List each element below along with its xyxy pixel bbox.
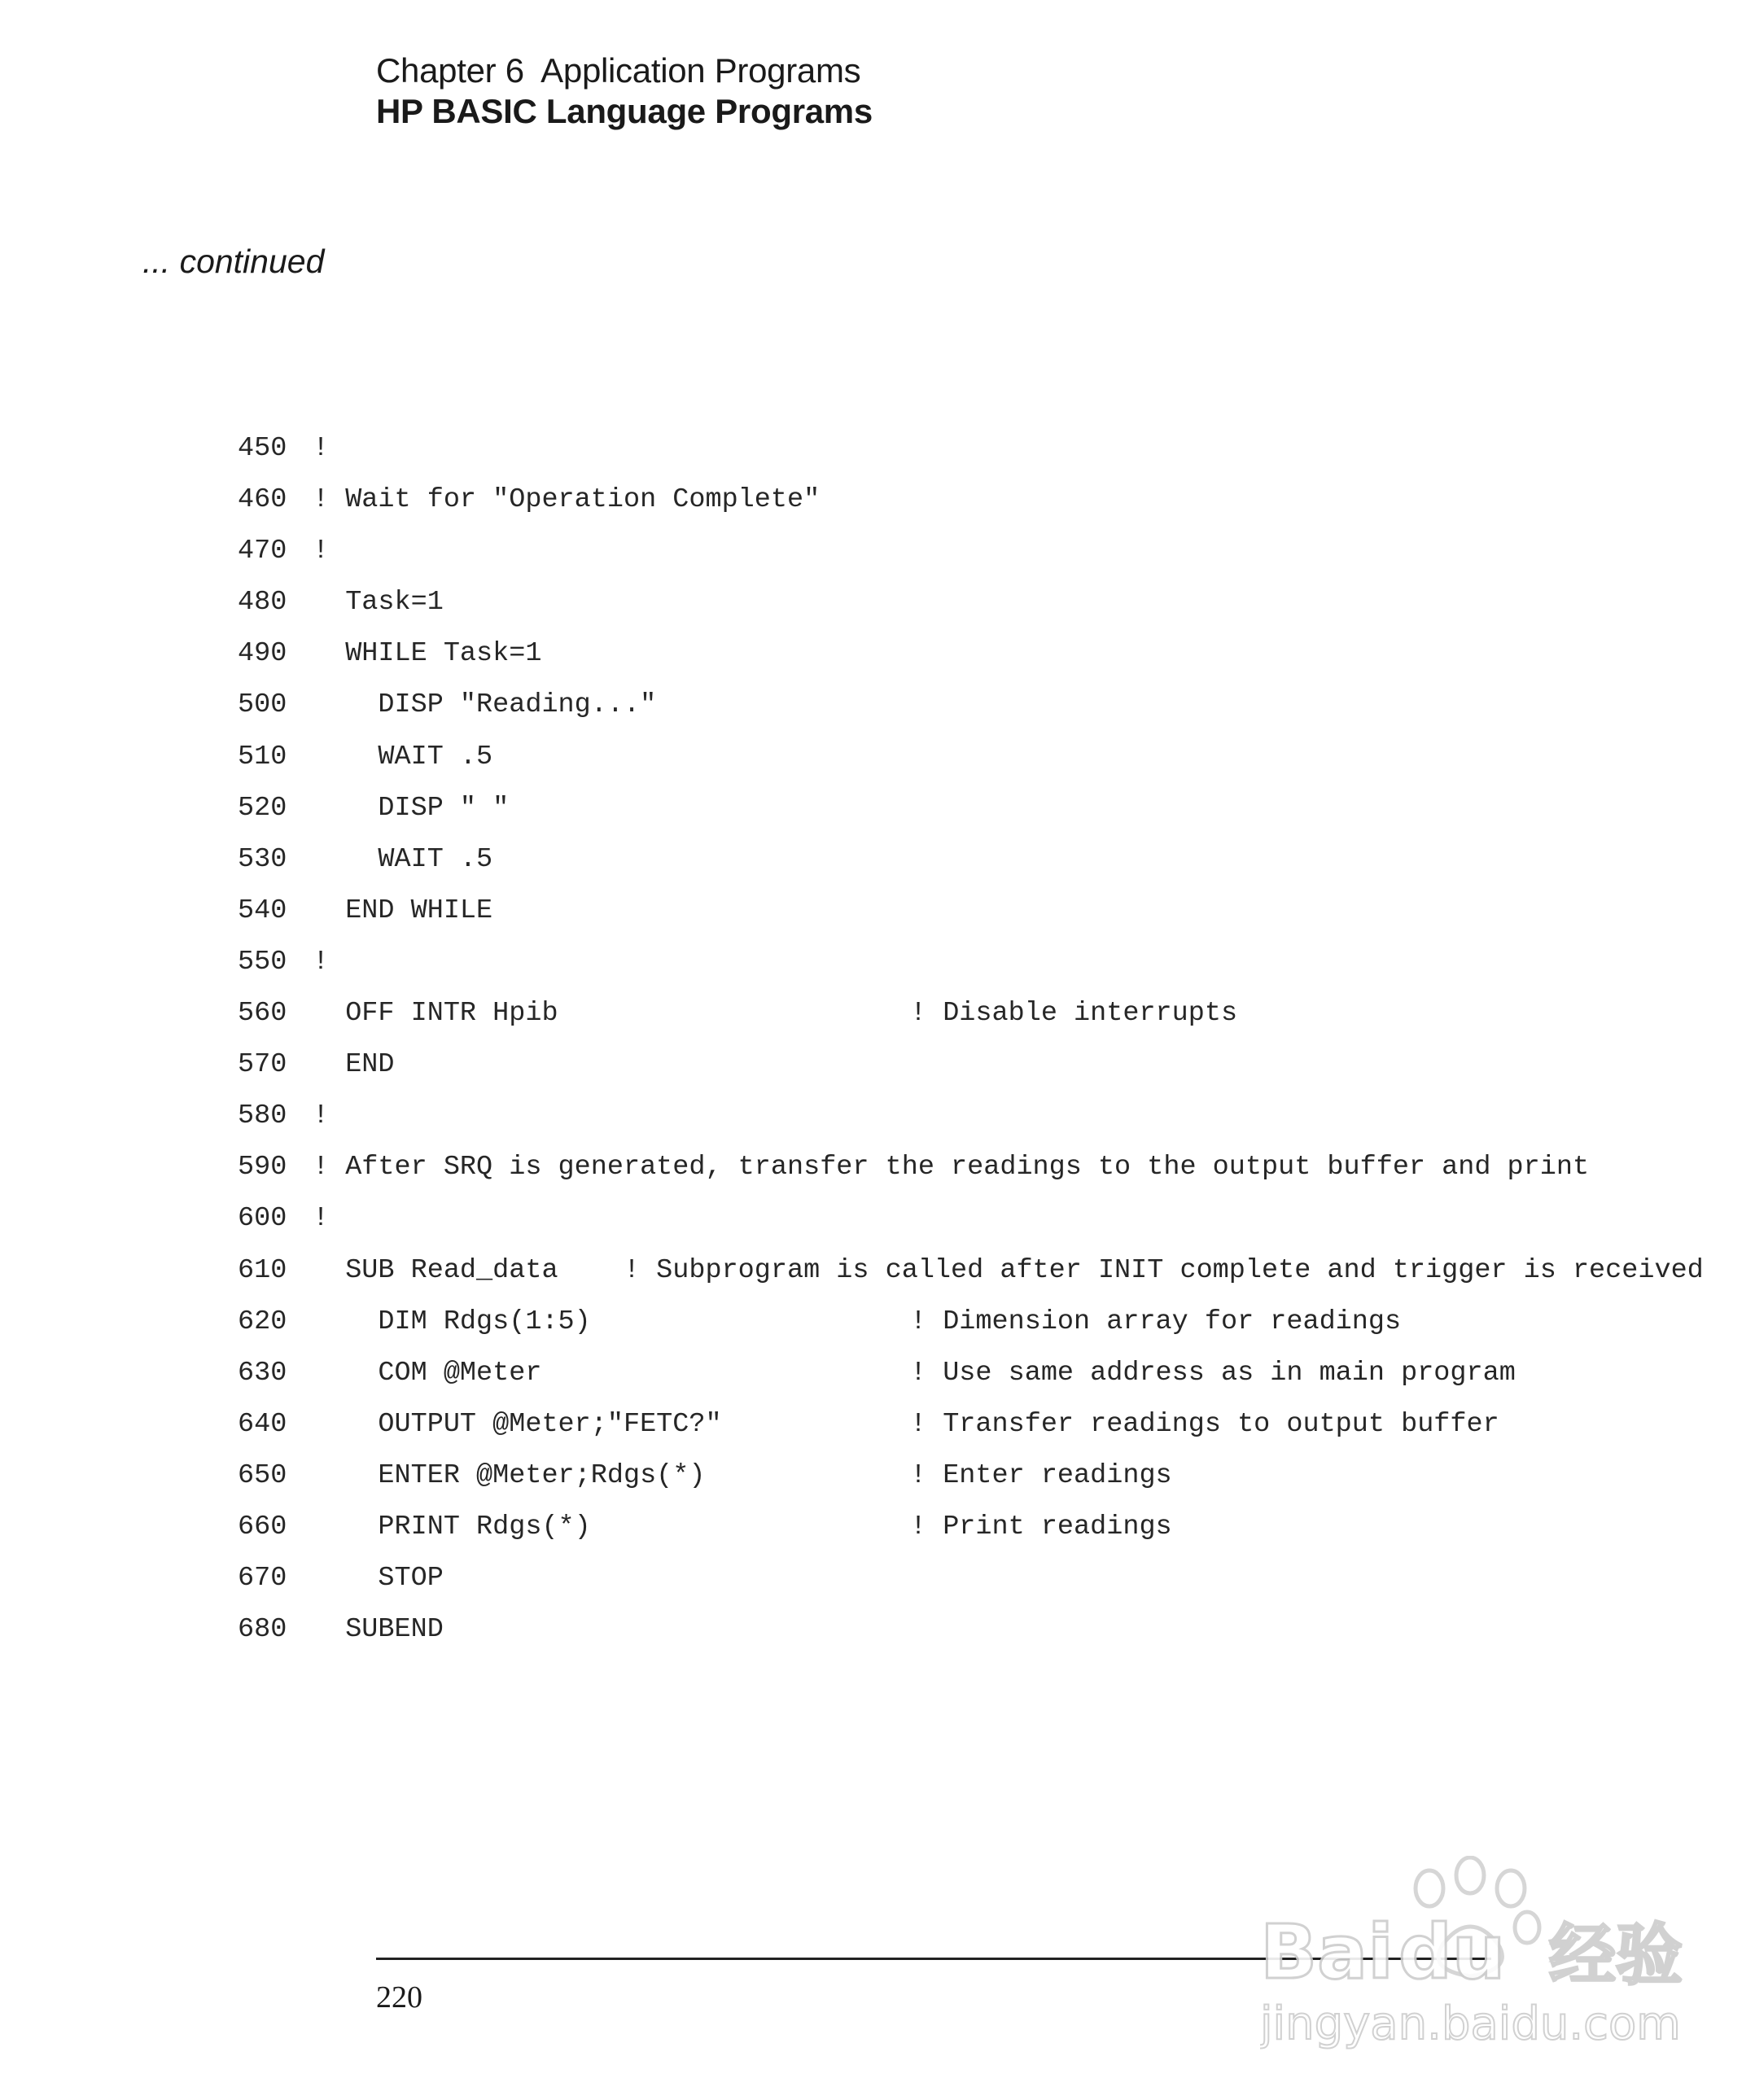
code-statement: PRINT Rdgs(*) [313,1511,591,1542]
code-comment: ! Use same address as in main program [910,1357,1516,1389]
svg-text:du: du [1398,1909,1506,1996]
code-statement: STOP [313,1563,444,1595]
line-number: 590 [238,1152,287,1183]
code-statement: ! [313,1100,330,1132]
line-number: 570 [238,1049,287,1081]
code-statement: SUBEND [313,1614,444,1646]
code-statement: ! [313,1203,330,1235]
line-number: 450 [238,433,287,464]
line-number: 540 [238,895,287,926]
line-number: 510 [238,741,287,772]
code-statement: WHILE Task=1 [313,638,542,670]
code-statement: WAIT .5 [313,741,493,772]
code-statement: DIM Rdgs(1:5) [313,1306,591,1337]
line-number: 600 [238,1203,287,1235]
line-number: 630 [238,1357,287,1389]
code-statement: Task=1 [313,587,444,619]
code-statement: ! [313,946,330,978]
baidu-paw-logo-icon [1260,1856,1683,2051]
code-statement: END [313,1049,395,1081]
line-number: 620 [238,1306,287,1337]
line-number: 490 [238,638,287,670]
line-number: 480 [238,587,287,619]
svg-text:经验: 经验 [1549,1917,1683,1994]
line-number: 530 [238,843,287,875]
code-comment: ! Transfer readings to output buffer [910,1408,1499,1440]
line-number: 560 [238,998,287,1030]
line-number: 500 [238,689,287,721]
code-statement: COM @Meter [313,1357,542,1389]
svg-text:Bai: Bai [1260,1909,1394,1996]
code-statement: ENTER @Meter;Rdgs(*) [313,1459,706,1491]
line-number: 670 [238,1563,287,1595]
code-comment: ! Enter readings [910,1459,1172,1491]
line-number: 680 [238,1614,287,1646]
code-statement: ! After SRQ is generated, transfer the readings to the output buffer and print [313,1152,1590,1183]
baidu-jingyan-watermark [1260,1856,1683,2051]
line-number: 550 [238,946,287,978]
code-statement: ! [313,536,330,567]
line-number: 460 [238,484,287,516]
code-comment: ! Print readings [910,1511,1172,1542]
code-comment: ! Disable interrupts [910,998,1238,1030]
code-statement: DISP "Reading..." [313,689,657,721]
line-number: 660 [238,1511,287,1542]
page-number: 220 [376,1980,422,2015]
code-statement: ! [313,433,330,464]
code-statement: DISP " " [313,792,510,824]
code-comment: ! Dimension array for readings [910,1306,1402,1337]
code-statement: END WHILE [313,895,493,926]
page-header [376,50,873,132]
code-statement: OUTPUT @Meter;"FETC?" [313,1408,722,1440]
line-number: 520 [238,792,287,824]
section-title: HP BASIC Language Programs [376,92,873,130]
continued-label: ... continued [142,243,325,280]
code-statement: OFF INTR Hpib [313,998,558,1030]
code-statement: ! Wait for "Operation Complete" [313,484,821,516]
line-number: 610 [238,1254,287,1286]
chapter-title: Chapter 6 Application Programs [376,51,861,90]
svg-text:jingyan.baidu.com: jingyan.baidu.com [1260,1997,1681,2050]
line-number: 580 [238,1100,287,1132]
code-statement: SUB Read_data ! Subprogram is called after INIT complete and trigger is received [313,1254,1704,1286]
code-statement: WAIT .5 [313,843,493,875]
line-number: 470 [238,536,287,567]
line-number: 640 [238,1408,287,1440]
line-number: 650 [238,1459,287,1491]
